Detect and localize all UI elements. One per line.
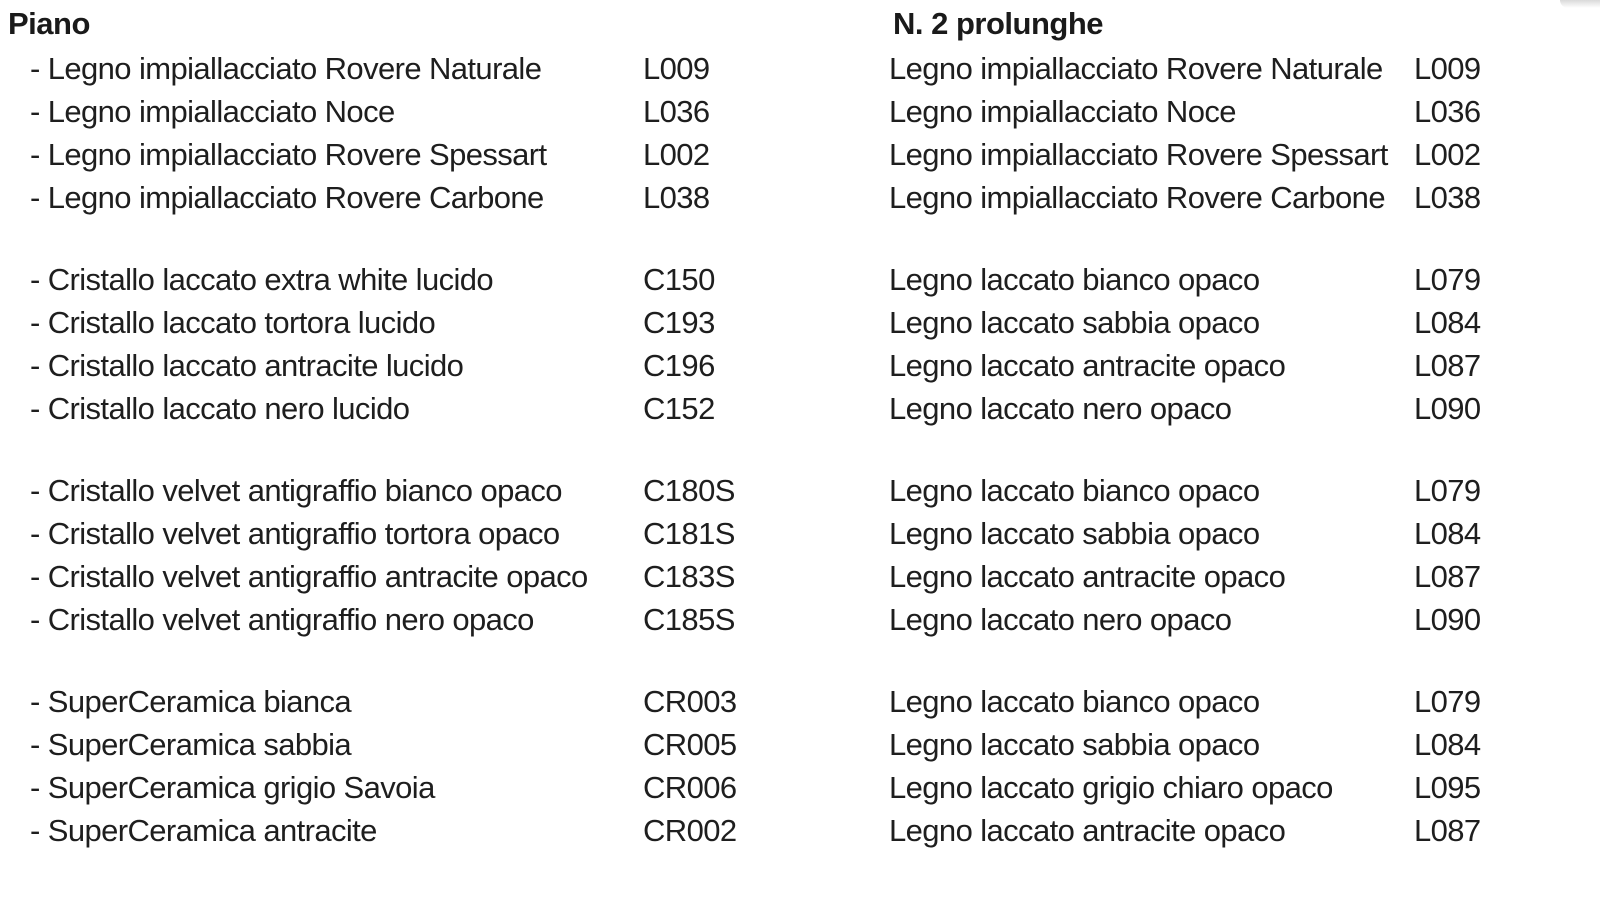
piano-finish-name: - Cristallo laccato antracite lucido — [30, 348, 464, 383]
piano-finish-name: - Cristallo velvet antigraffio antracite opaco — [30, 559, 588, 594]
piano-finish-name: - Cristallo velvet antigraffio bianco opaco — [30, 473, 562, 508]
prolunghe-finish-code: L087 — [1414, 813, 1481, 848]
piano-finish-name: - SuperCeramica sabbia — [30, 727, 352, 762]
prolunghe-finish-code: L009 — [1414, 51, 1481, 86]
piano-finish-code: L036 — [643, 94, 710, 129]
prolunghe-finish-code: L087 — [1414, 348, 1481, 383]
prolunghe-finish-name: Legno laccato bianco opaco — [889, 684, 1260, 719]
piano-finish-code: L002 — [643, 137, 710, 172]
piano-finish-code: C180S — [643, 473, 735, 508]
piano-finish-name: - Legno impiallacciato Noce — [30, 94, 395, 129]
prolunghe-finish-name: Legno impiallacciato Rovere Carbone — [889, 180, 1385, 215]
piano-finish-code: C196 — [643, 348, 715, 383]
prolunghe-finish-code: L079 — [1414, 473, 1481, 508]
prolunghe-finish-name: Legno laccato sabbia opaco — [889, 727, 1260, 762]
piano-finish-code: C152 — [643, 391, 715, 426]
prolunghe-finish-code: L079 — [1414, 262, 1481, 297]
prolunghe-finish-name: Legno laccato nero opaco — [889, 602, 1232, 637]
prolunghe-finish-name: Legno impiallacciato Noce — [889, 94, 1236, 129]
prolunghe-finish-name: Legno laccato antracite opaco — [889, 559, 1286, 594]
prolunghe-finish-code: L036 — [1414, 94, 1481, 129]
prolunghe-finish-name: Legno laccato antracite opaco — [889, 813, 1286, 848]
piano-finish-name: - Cristallo laccato nero lucido — [30, 391, 410, 426]
prolunghe-finish-code: L079 — [1414, 684, 1481, 719]
prolunghe-finish-name: Legno laccato antracite opaco — [889, 348, 1286, 383]
piano-finish-code: CR003 — [643, 684, 737, 719]
piano-finish-name: - Legno impiallacciato Rovere Spessart — [30, 137, 547, 172]
piano-finish-code: L009 — [643, 51, 710, 86]
piano-finish-name: - Cristallo velvet antigraffio tortora opaco — [30, 516, 560, 551]
prolunghe-finish-code: L090 — [1414, 602, 1481, 637]
piano-finish-code: CR005 — [643, 727, 737, 762]
prolunghe-finish-code: L084 — [1414, 516, 1481, 551]
prolunghe-finish-name: Legno laccato sabbia opaco — [889, 305, 1260, 340]
corner-shadow — [1560, 0, 1600, 8]
piano-finish-name: - SuperCeramica bianca — [30, 684, 352, 719]
prolunghe-finish-name: Legno laccato nero opaco — [889, 391, 1232, 426]
piano-finish-name: - SuperCeramica antracite — [30, 813, 377, 848]
piano-finish-code: L038 — [643, 180, 710, 215]
piano-finish-code: C193 — [643, 305, 715, 340]
prolunghe-finish-code: L095 — [1414, 770, 1481, 805]
prolunghe-finish-name: Legno impiallacciato Rovere Spessart — [889, 137, 1388, 172]
prolunghe-finish-code: L090 — [1414, 391, 1481, 426]
prolunghe-finish-name: Legno laccato bianco opaco — [889, 262, 1260, 297]
prolunghe-finish-code: L038 — [1414, 180, 1481, 215]
piano-finish-name: - Legno impiallacciato Rovere Carbone — [30, 180, 544, 215]
prolunghe-finish-name: Legno laccato sabbia opaco — [889, 516, 1260, 551]
prolunghe-finish-code: L087 — [1414, 559, 1481, 594]
prolunghe-finish-name: Legno laccato grigio chiaro opaco — [889, 770, 1333, 805]
heading-prolunghe: N. 2 prolunghe — [893, 6, 1103, 41]
piano-finish-name: - Cristallo laccato tortora lucido — [30, 305, 436, 340]
piano-finish-name: - Cristallo velvet antigraffio nero opaco — [30, 602, 534, 637]
prolunghe-finish-name: Legno laccato bianco opaco — [889, 473, 1260, 508]
piano-finish-code: CR002 — [643, 813, 737, 848]
prolunghe-finish-code: L002 — [1414, 137, 1481, 172]
prolunghe-finish-code: L084 — [1414, 305, 1481, 340]
piano-finish-code: C183S — [643, 559, 735, 594]
heading-piano: Piano — [8, 6, 90, 41]
prolunghe-finish-code: L084 — [1414, 727, 1481, 762]
prolunghe-finish-name: Legno impiallacciato Rovere Naturale — [889, 51, 1383, 86]
piano-finish-code: C185S — [643, 602, 735, 637]
piano-finish-code: CR006 — [643, 770, 737, 805]
piano-finish-name: - SuperCeramica grigio Savoia — [30, 770, 435, 805]
piano-finish-name: - Cristallo laccato extra white lucido — [30, 262, 494, 297]
piano-finish-name: - Legno impiallacciato Rovere Naturale — [30, 51, 542, 86]
piano-finish-code: C150 — [643, 262, 715, 297]
piano-finish-code: C181S — [643, 516, 735, 551]
